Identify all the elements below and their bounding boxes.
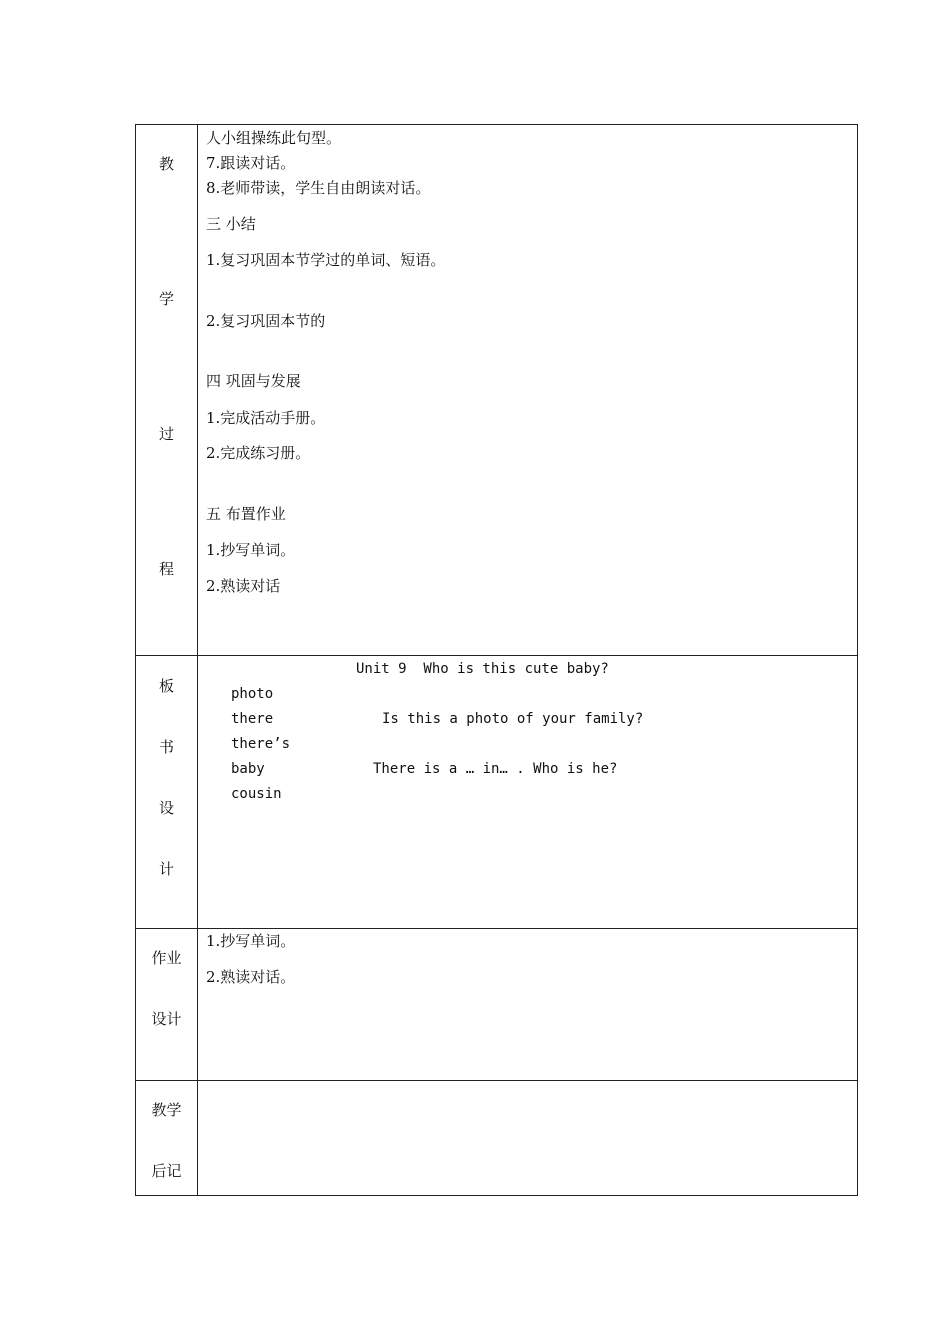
process-line: 人小组操练此句型。 <box>206 129 342 147</box>
label-char: 板 <box>158 677 174 695</box>
label-char: 书 <box>158 738 174 756</box>
row-teaching-reflection <box>136 1080 857 1195</box>
board-word: there’s <box>231 736 291 752</box>
board-sentence: Is this a photo of your family? <box>382 711 644 727</box>
board-word: baby <box>231 761 265 777</box>
label-homework-design <box>136 929 198 1080</box>
label-char: 计 <box>158 860 174 878</box>
lesson-plan-table <box>135 124 858 1196</box>
label-text: 教学 <box>151 1101 182 1119</box>
section-heading: 五 布置作业 <box>206 505 286 523</box>
process-line: 2.完成练习册。 <box>206 444 311 462</box>
process-line: 2.熟读对话 <box>206 577 281 595</box>
board-sentence: There is a … in… . Who is he? <box>373 761 618 777</box>
label-text: 后记 <box>151 1162 182 1180</box>
label-teaching-process <box>136 125 198 655</box>
row-board-design <box>136 655 857 928</box>
process-line: 7.跟读对话。 <box>206 154 296 172</box>
homework-line: 2.熟读对话。 <box>206 968 296 986</box>
section-heading: 三 小结 <box>206 215 256 233</box>
label-char: 设 <box>158 799 174 817</box>
label-text: 作业 <box>151 949 182 967</box>
row-homework-design <box>136 928 857 1080</box>
section-heading: 四 巩固与发展 <box>206 372 301 390</box>
process-line: 1.复习巩固本节学过的单词、短语。 <box>206 251 446 269</box>
label-char: 过 <box>158 425 174 443</box>
process-line: 2.复习巩固本节的 <box>206 312 326 330</box>
content-teaching-reflection <box>198 1081 857 1195</box>
content-teaching-process <box>198 125 857 655</box>
board-word: photo <box>231 686 274 702</box>
label-text: 设计 <box>151 1010 182 1028</box>
label-teaching-reflection <box>136 1081 198 1195</box>
label-char: 教 <box>158 155 174 173</box>
process-line: 1.完成活动手册。 <box>206 409 326 427</box>
homework-line: 1.抄写单词。 <box>206 932 296 950</box>
board-word: there <box>231 711 274 727</box>
label-board-design <box>136 656 198 928</box>
content-homework-design <box>198 929 857 1080</box>
label-char: 程 <box>158 560 174 578</box>
board-word: cousin <box>231 786 282 802</box>
content-board-design <box>198 656 857 928</box>
process-line: 1.抄写单词。 <box>206 541 296 559</box>
label-char: 学 <box>158 290 174 308</box>
row-teaching-process <box>136 125 857 655</box>
board-title: Unit 9 Who is this cute baby? <box>356 661 609 677</box>
process-line: 8.老师带读，学生自由朗读对话。 <box>206 179 431 197</box>
